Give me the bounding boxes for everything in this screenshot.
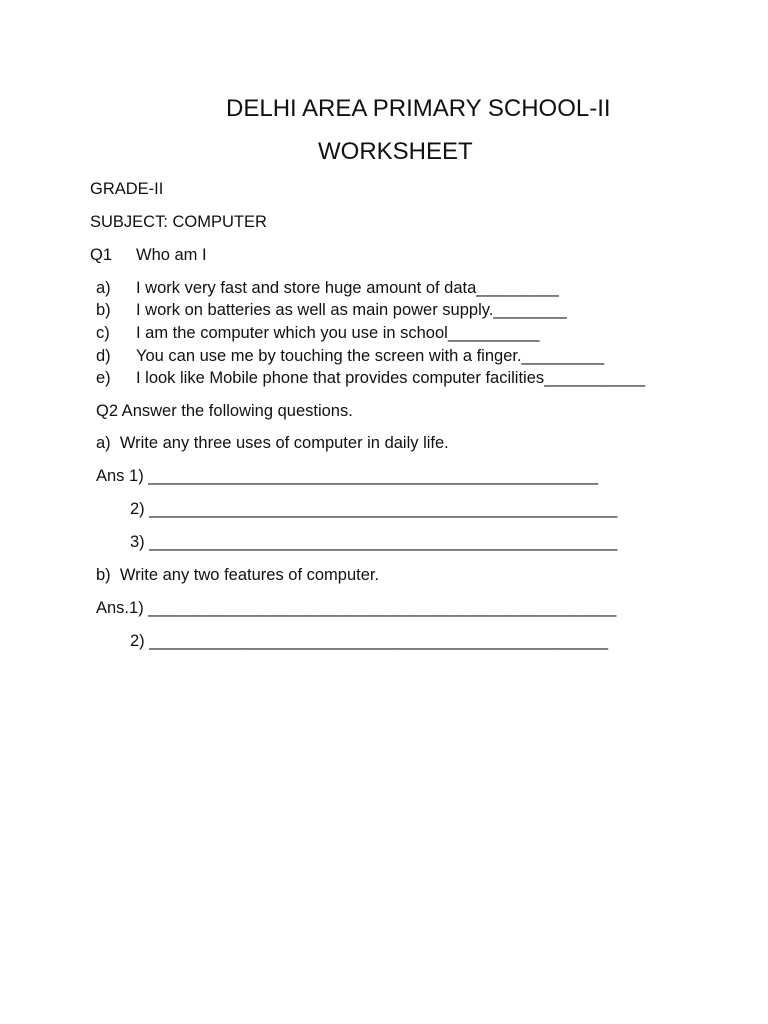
- q1-item-text: I am the computer which you use in school__________: [136, 324, 540, 342]
- q1-item-text: I work very fast and store huge amount of data_________: [136, 279, 559, 297]
- q1-prompt: Who am I: [136, 246, 207, 264]
- q2b-answer-line: Ans.1) ___________________________________________________: [96, 599, 617, 617]
- q2-heading: Q2 Answer the following questions.: [96, 402, 353, 420]
- worksheet-title: WORKSHEET: [318, 138, 473, 165]
- q1-item-text: I work on batteries as well as main power supply.________: [136, 301, 567, 319]
- q1-item-text: I look like Mobile phone that provides computer facilities___________: [136, 369, 646, 387]
- q2b-question: b) Write any two features of computer.: [96, 566, 380, 584]
- q1-item-label: c): [96, 324, 110, 342]
- q1-item-label: b): [96, 301, 111, 319]
- q2a-answer-line: 3) ___________________________________________________: [130, 533, 618, 551]
- q2a-answer-line: Ans 1) _________________________________________________: [96, 467, 598, 485]
- q2b-answer-line: 2) __________________________________________________: [130, 632, 609, 650]
- q2a-question: a) Write any three uses of computer in daily life.: [96, 434, 449, 452]
- q1-item-label: a): [96, 279, 111, 297]
- grade-label: GRADE-II: [90, 180, 164, 198]
- q1-item-label: d): [96, 347, 111, 365]
- q1-item-text: You can use me by touching the screen with a finger._________: [136, 347, 605, 365]
- school-name: DELHI AREA PRIMARY SCHOOL-II: [226, 95, 611, 122]
- q1-number: Q1: [90, 246, 113, 264]
- q2a-answer-line: 2) ___________________________________________________: [130, 500, 618, 518]
- subject-label: SUBJECT: COMPUTER: [90, 213, 267, 231]
- q1-item-label: e): [96, 369, 111, 387]
